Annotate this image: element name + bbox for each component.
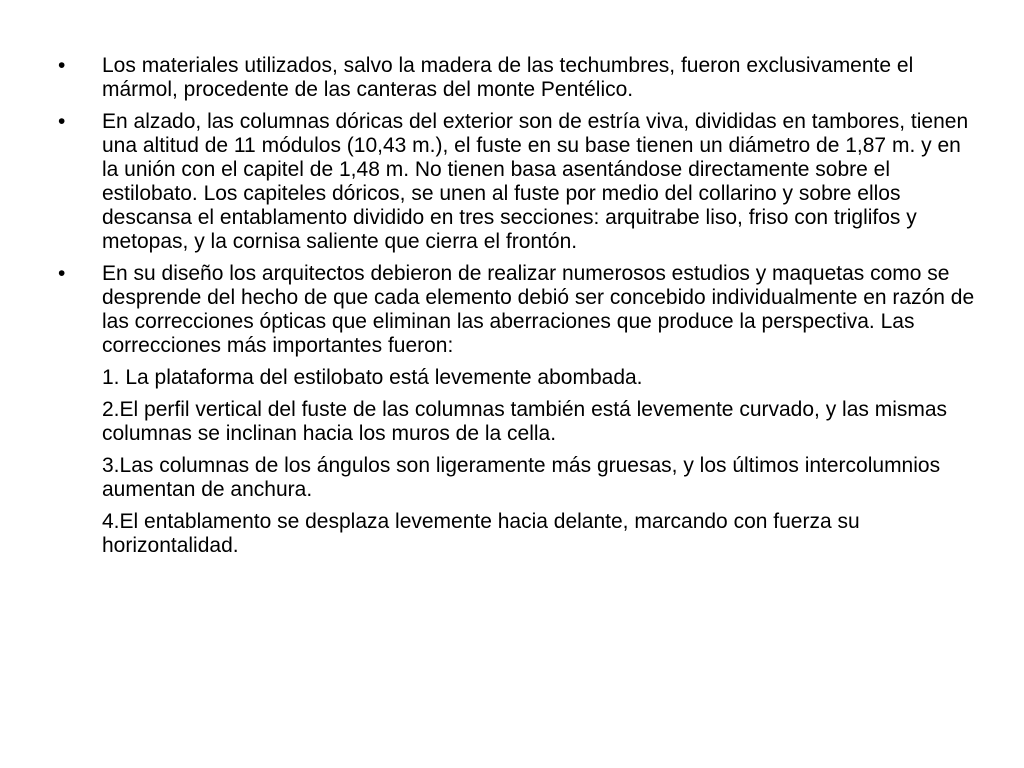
bullet-text: En su diseño los arquitectos debieron de realizar numerosos estudios y maquetas como se desprende del hecho de que cada elemento debió ser concebido individualmente en razón de las correcciones ópticas que eliminan las aberraciones que produce la perspectiva. Las correcciones más importantes fueron:	[102, 262, 975, 357]
bullet-text: En alzado, las columnas dóricas del exterior son de estría viva, divididas en tambores, tienen una altitud de 11 módulos (10,43 m.), el fuste en su base tienen un diámetro de 1,87 m. y en la unión con el capitel de 1,48 m. No tienen basa asentándose directamente sobre el estilobato. Los capiteles dóricos, se unen al fuste por medio del collarino y sobre ellos descansa el entablamento dividido en tres secciones: arquitrabe liso, friso con triglifos y metopas, y la cornisa saliente que cierra el frontón.	[102, 110, 969, 253]
slide-body	[58, 54, 978, 566]
bullet-text: Los materiales utilizados, salvo la madera de las techumbres, fueron exclusivamente el mármol, procedente de las canteras del monte Pentélico.	[102, 54, 914, 101]
correction-item-2: 2.El perfil vertical del fuste de las columnas también está levemente curvado, y las mismas columnas se inclinan hacia los muros de la cella.	[102, 398, 948, 445]
correction-item-3: 3.Las columnas de los ángulos son ligeramente más gruesas, y los últimos intercolumnios aumentan de anchura.	[102, 454, 941, 501]
bullet-item-materials	[58, 54, 978, 102]
bullet-dot-icon: •	[58, 262, 66, 285]
correction-item-1: 1. La plataforma del estilobato está levemente abombada.	[102, 366, 643, 389]
bullet-item-design	[58, 262, 978, 358]
correction-item-4: 4.El entablamento se desplaza levemente hacia delante, marcando con fuerza su horizontalidad.	[102, 510, 860, 557]
bullet-item-elevation	[58, 110, 978, 254]
bullet-dot-icon: •	[58, 110, 66, 133]
bullet-dot-icon: •	[58, 54, 66, 77]
